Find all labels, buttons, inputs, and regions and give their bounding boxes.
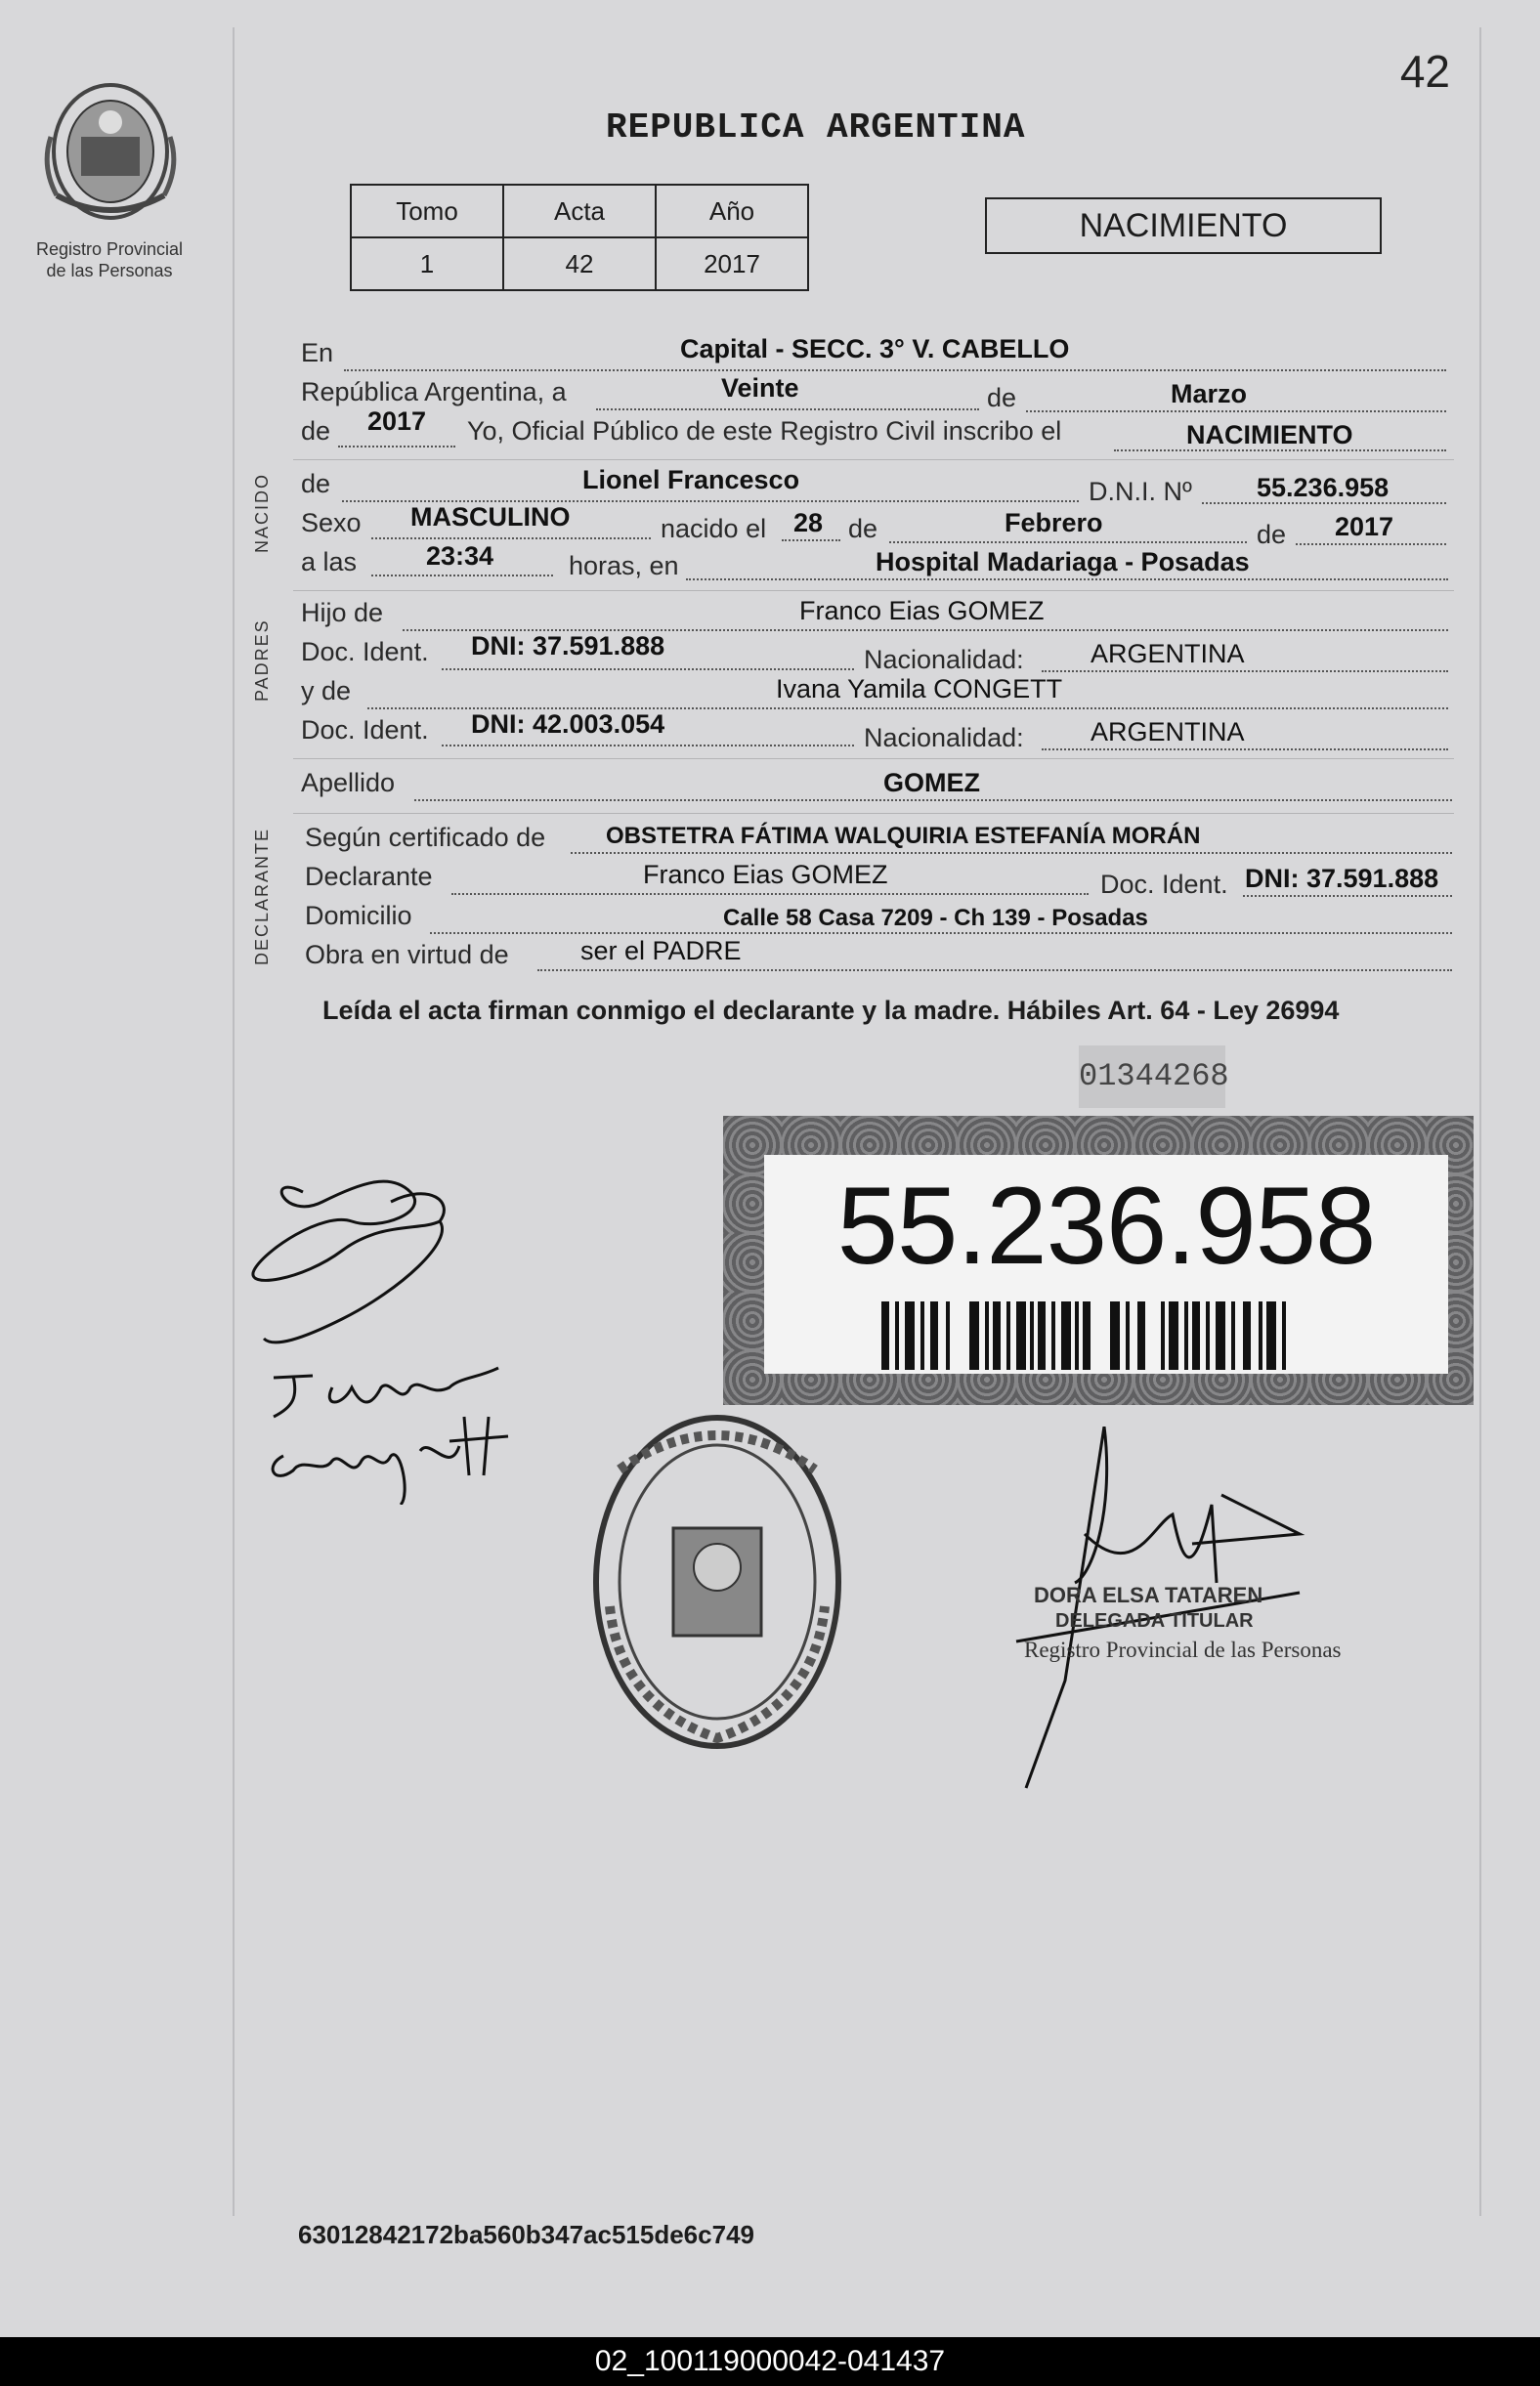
dotted-line — [442, 668, 854, 670]
declarant-doc-value: DNI: 37.591.888 — [1245, 864, 1439, 893]
sticker-number: 55.236.958 — [836, 1165, 1376, 1287]
label-republica: República Argentina, a — [301, 377, 567, 406]
label-de-name: de — [301, 469, 331, 498]
year-value: 2017 — [367, 406, 427, 436]
dotted-line — [371, 537, 651, 539]
section-divider — [293, 813, 1454, 814]
record-table — [350, 184, 809, 291]
dotted-line — [1243, 895, 1452, 897]
by-virtue-value: ser el PADRE — [580, 936, 742, 965]
address-value: Calle 58 Casa 7209 - Ch 139 - Posadas — [723, 905, 1148, 931]
mother-doc-value: DNI: 42.003.054 — [471, 709, 665, 739]
table-value-tomo: 1 — [351, 237, 503, 290]
label-nacionalidad-1: Nacionalidad: — [864, 645, 1024, 674]
label-declarante: Declarante — [305, 862, 433, 891]
dotted-line — [1026, 410, 1446, 412]
label-nacido-el: nacido el — [661, 514, 767, 543]
father-nationality-value: ARGENTINA — [1091, 639, 1245, 668]
surname-value: GOMEZ — [883, 768, 980, 797]
place-value: Capital - SECC. 3° V. CABELLO — [680, 334, 1070, 363]
dni-value: 55.236.958 — [1257, 473, 1390, 502]
name-value: Lionel Francesco — [582, 465, 800, 494]
dotted-line — [414, 799, 1452, 801]
dotted-line — [344, 369, 1446, 371]
label-doc-ident-1: Doc. Ident. — [301, 637, 429, 666]
birth-month-value: Febrero — [1005, 508, 1103, 537]
side-label-padres: PADRES — [252, 618, 272, 702]
dotted-line — [1042, 670, 1448, 672]
dotted-line — [1042, 748, 1448, 750]
label-en: En — [301, 338, 334, 367]
father-doc-value: DNI: 37.591.888 — [471, 631, 665, 660]
mother-value: Ivana Yamila CONGETT — [776, 674, 1063, 703]
barcode — [881, 1301, 1331, 1370]
official-office: Registro Provincial de las Personas — [1024, 1638, 1342, 1662]
label-de-birth-year: de — [1257, 520, 1287, 549]
dotted-line — [571, 852, 1452, 854]
label-doc-ident-2: Doc. Ident. — [301, 715, 429, 745]
dotted-line — [442, 745, 854, 746]
dotted-line — [686, 578, 1448, 580]
certificate-value: OBSTETRA FÁTIMA WALQUIRIA ESTEFANÍA MORÁN — [606, 823, 1201, 849]
label-domicilio: Domicilio — [305, 901, 412, 930]
label-de-year: de — [301, 416, 331, 446]
table-header-tomo: Tomo — [351, 185, 503, 237]
label-obra: Obra en virtud de — [305, 940, 509, 969]
left-margin-line — [233, 27, 235, 2216]
dotted-line — [1296, 543, 1446, 545]
page-number: 42 — [1399, 46, 1450, 97]
section-divider — [293, 758, 1454, 759]
dotted-line — [371, 575, 553, 576]
side-label-nacido: NACIDO — [252, 472, 272, 553]
dotted-line — [451, 893, 1089, 895]
dotted-line — [596, 408, 979, 410]
mother-nationality-value: ARGENTINA — [1091, 717, 1245, 746]
label-dni: D.N.I. Nº — [1089, 477, 1192, 506]
label-nacionalidad-2: Nacionalidad: — [864, 723, 1024, 752]
label-y-de: y de — [301, 676, 352, 705]
birth-year-value: 2017 — [1335, 512, 1394, 541]
province-seal-logo — [37, 78, 184, 234]
label-apellido: Apellido — [301, 768, 396, 797]
label-doc-ident-declarant: Doc. Ident. — [1100, 870, 1228, 899]
label-sexo: Sexo — [301, 508, 362, 537]
footer-code: 02_100119000042-041437 — [0, 2337, 1540, 2386]
day-value: Veinte — [721, 373, 799, 403]
sticker-card — [764, 1155, 1448, 1374]
official-role: DELEGADA TITULAR — [1055, 1610, 1254, 1632]
label-segun: Según certificado de — [305, 823, 546, 852]
label-horas-en: horas, en — [569, 551, 679, 580]
closing-note: Leída el acta firman conmigo el declarante y la madre. Hábiles Art. 64 - Ley 26994 — [322, 996, 1340, 1025]
registry-name-line1: Registro Provincial — [35, 239, 184, 259]
id-sticker — [723, 1116, 1474, 1405]
dotted-line — [889, 541, 1247, 543]
hospital-value: Hospital Madariaga - Posadas — [876, 547, 1250, 576]
sex-value: MASCULINO — [410, 502, 571, 532]
label-hijo-de: Hijo de — [301, 598, 384, 627]
table-value-ano: 2017 — [656, 237, 808, 290]
registry-name-line2: de las Personas — [46, 261, 173, 280]
table-header-ano: Año — [656, 185, 808, 237]
month-value: Marzo — [1171, 379, 1248, 408]
mother-signature — [254, 1348, 528, 1505]
side-label-declarante: DECLARANTE — [252, 827, 272, 965]
right-margin-line — [1479, 27, 1481, 2216]
dotted-line — [537, 969, 1452, 971]
official-name: DORA ELSA TATAREN — [1034, 1583, 1263, 1607]
section-divider — [293, 590, 1454, 591]
label-de-month: de — [987, 383, 1017, 412]
section-divider — [293, 459, 1454, 460]
time-value: 23:34 — [426, 541, 494, 571]
dotted-line — [338, 446, 455, 447]
label-a-las: a las — [301, 547, 358, 576]
dotted-line — [782, 539, 840, 541]
father-value: Franco Eias GOMEZ — [799, 596, 1045, 625]
document-hash: 63012842172ba560b347ac515de6c749 — [298, 2220, 754, 2249]
serial-number: 01344268 — [1079, 1045, 1225, 1108]
declarant-signature — [244, 1163, 469, 1358]
dotted-line — [430, 932, 1452, 934]
table-header-acta: Acta — [503, 185, 656, 237]
label-de-birth-month: de — [848, 514, 878, 543]
country-title: REPUBLICA ARGENTINA — [606, 107, 1026, 148]
label-official: Yo, Oficial Público de este Registro Civil inscribo el — [467, 416, 1062, 446]
registry-round-seal — [590, 1411, 844, 1753]
birth-day-value: 28 — [793, 508, 824, 537]
declarant-value: Franco Eias GOMEZ — [643, 860, 888, 889]
record-type-box: NACIMIENTO — [985, 197, 1382, 254]
record-value: NACIMIENTO — [1186, 420, 1353, 449]
table-value-acta: 42 — [503, 237, 656, 290]
